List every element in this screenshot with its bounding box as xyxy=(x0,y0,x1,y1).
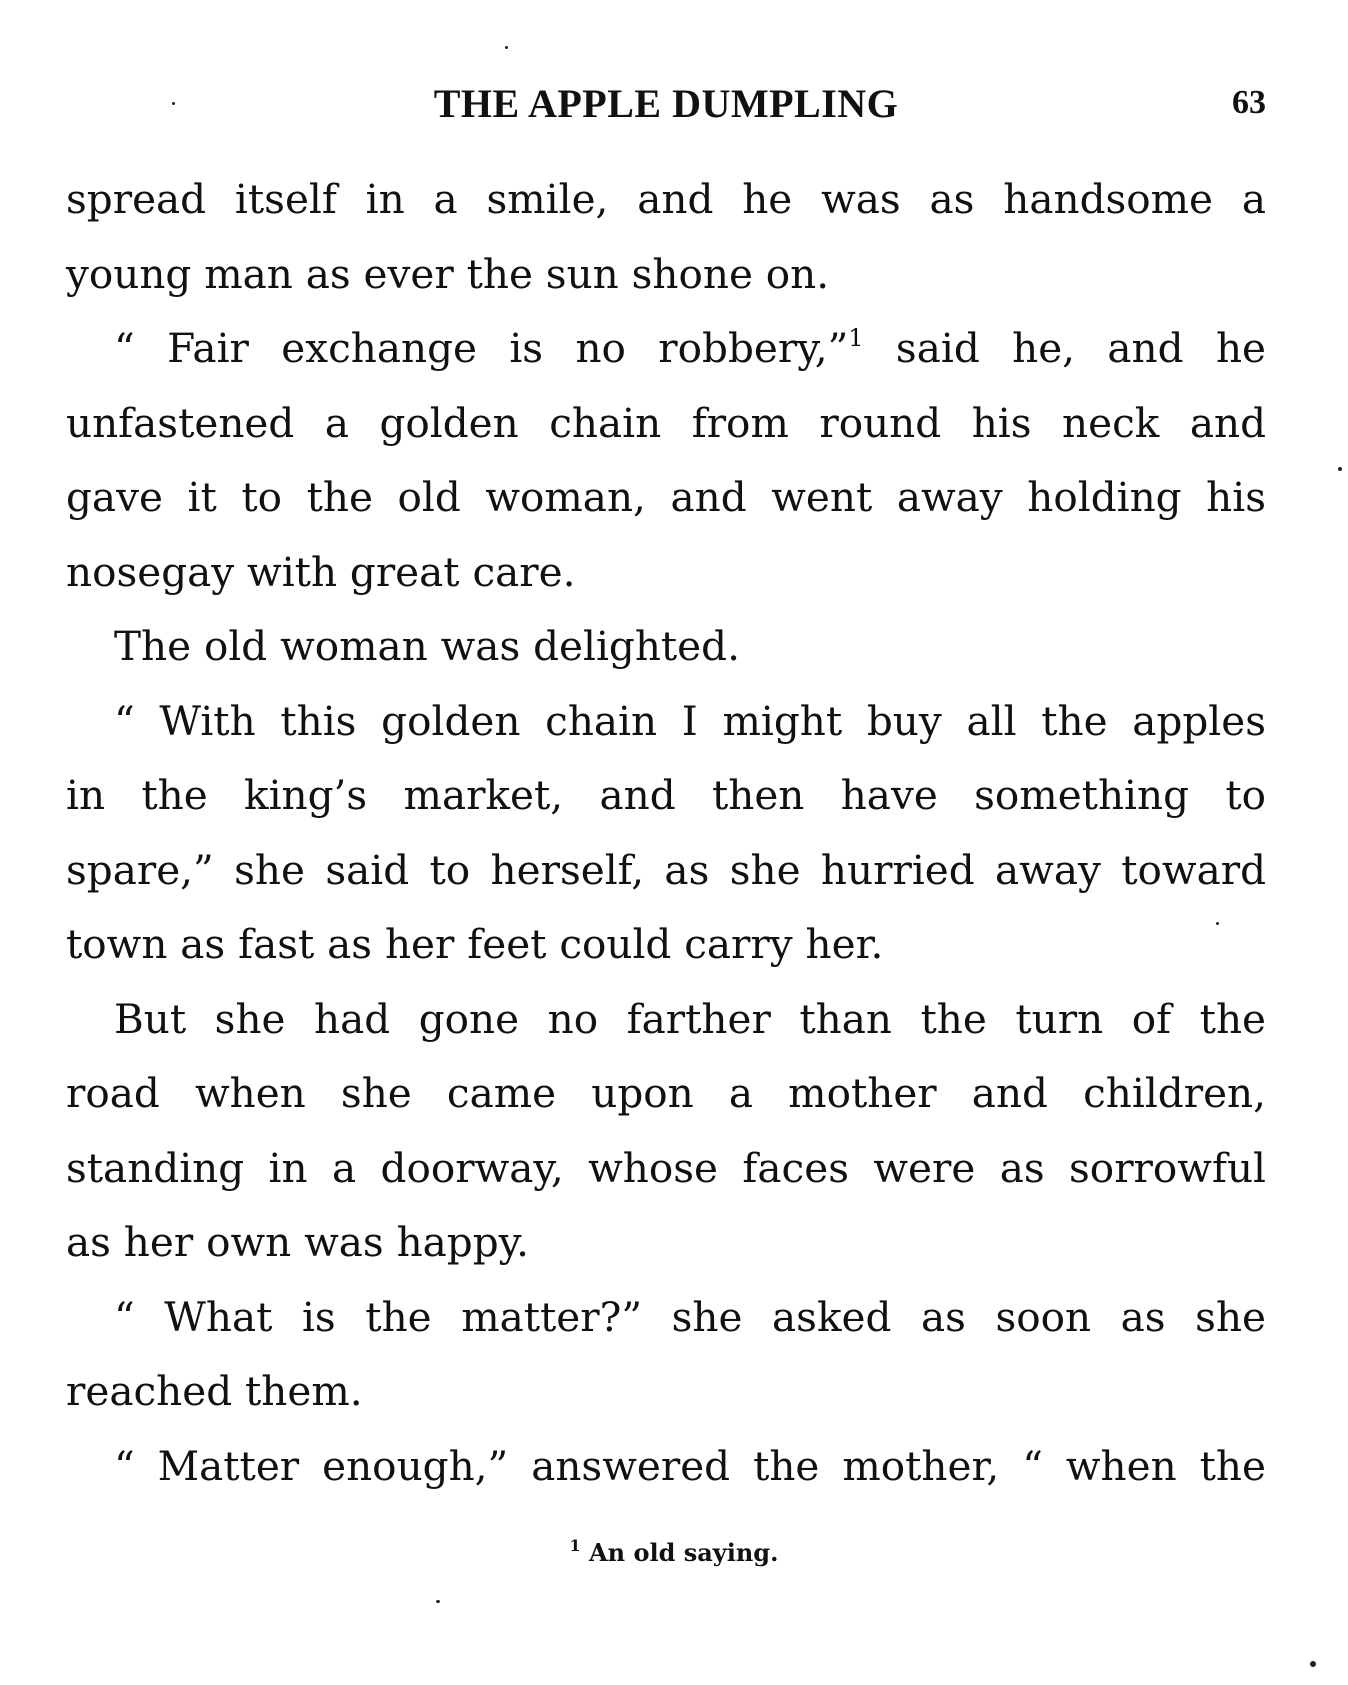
page-header xyxy=(66,70,1266,130)
text-line: “ With this golden chain I might buy all the apples xyxy=(114,696,1266,745)
text-line: unfastened a golden chain from round his neck and xyxy=(66,398,1266,447)
paragraph xyxy=(66,609,1266,684)
text-line: “ What is the matter?” she asked as soon as she xyxy=(114,1292,1266,1341)
paragraph xyxy=(66,684,1266,982)
paragraph xyxy=(66,1429,1266,1504)
text-line-end: said he, and he xyxy=(863,324,1266,372)
text-line: as her own was happy. xyxy=(66,1218,530,1266)
footnote-reference: 1 xyxy=(848,324,864,352)
running-title: THE APPLE DUMPLING xyxy=(433,81,899,126)
body-text xyxy=(66,162,1266,1503)
text-line: spare,” she said to herself, as she hurried away toward xyxy=(66,845,1266,894)
page-number: 63 xyxy=(1232,84,1266,121)
scan-speck xyxy=(172,102,175,105)
text-line: nosegay with great care. xyxy=(66,547,576,596)
text-line: But she had gone no farther than the turn of the xyxy=(114,994,1266,1043)
text-line xyxy=(66,311,1266,386)
text-line: standing in a doorway, whose faces were as sorrowful xyxy=(66,1143,1266,1192)
text-line-start: “ Fair exchange is no robbery,” xyxy=(114,324,849,372)
scan-speck xyxy=(1310,1661,1316,1667)
footnote-text: An old saying. xyxy=(589,1538,779,1567)
text-line: spread itself in a smile, and he was as handsome a xyxy=(66,175,1266,223)
scan-speck xyxy=(436,1600,440,1603)
text-line: in the king’s market, and then have something to xyxy=(66,771,1266,819)
text-line: The old woman was delighted. xyxy=(114,622,740,670)
text-line: “ Matter enough,” answered the mother, “ when the xyxy=(114,1441,1266,1490)
paragraph xyxy=(66,982,1266,1280)
text-line: road when she came upon a mother and children, xyxy=(66,1069,1266,1117)
footnote-marker: 1 xyxy=(569,1536,581,1555)
footnote xyxy=(0,1538,1348,1567)
paragraph xyxy=(66,311,1266,609)
text-line: town as fast as her feet could carry her. xyxy=(66,920,884,968)
scan-speck xyxy=(1216,922,1219,925)
text-line: gave it to the old woman, and went away holding his xyxy=(66,473,1266,521)
scan-speck xyxy=(1338,467,1342,471)
scan-speck xyxy=(505,46,508,49)
paragraph xyxy=(66,162,1266,311)
text-line: reached them. xyxy=(66,1367,363,1415)
text-line: young man as ever the sun shone on. xyxy=(66,249,830,298)
paragraph xyxy=(66,1280,1266,1429)
